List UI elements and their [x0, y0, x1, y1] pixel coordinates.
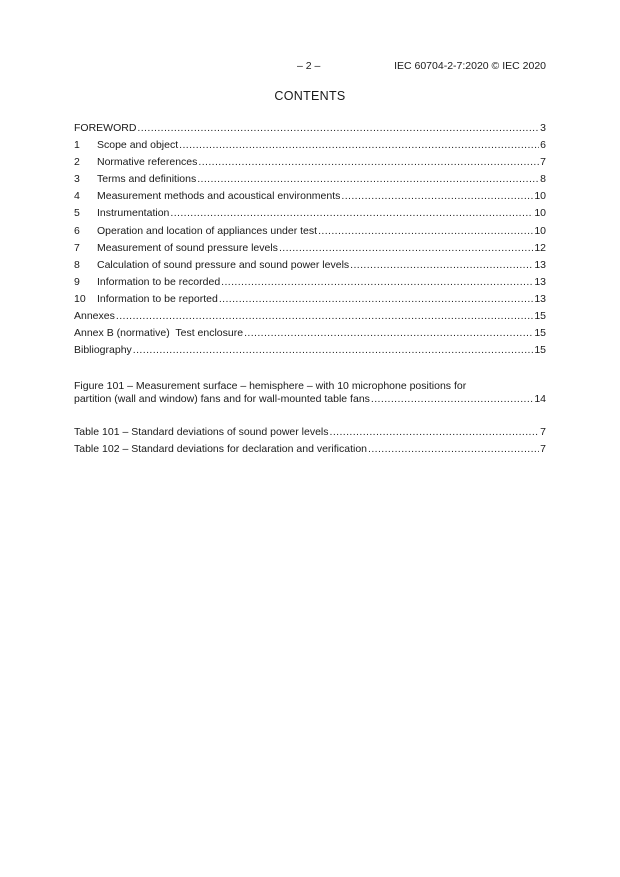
toc-entry-page: 15: [534, 344, 546, 357]
toc-entry-number: 3: [74, 173, 80, 186]
dot-leader: [116, 310, 533, 322]
table-entry-page: 7: [540, 426, 546, 438]
figure-entry-101[interactable]: [74, 393, 546, 410]
dot-leader: [179, 139, 539, 151]
toc-entry-number: 5: [74, 207, 80, 220]
table-entry-102[interactable]: [74, 443, 546, 460]
table-entry-page: 7: [540, 443, 546, 456]
toc-entry-info-reported[interactable]: [74, 293, 546, 310]
toc-entry-scope[interactable]: [74, 139, 546, 156]
toc-entry-number: 1: [74, 139, 80, 152]
dot-leader: [221, 276, 533, 288]
toc-entry-text: Normative references: [97, 156, 198, 169]
toc-entry-info-recorded[interactable]: [74, 276, 546, 293]
page-number: – 2 –: [297, 60, 321, 72]
dot-leader: [137, 122, 539, 134]
toc-entry-page: 10: [534, 190, 546, 203]
list-of-figures: [74, 380, 546, 410]
figure-entry-text: partition (wall and window) fans and for wall-mounted table fans: [74, 393, 370, 405]
toc-entry-text: Calculation of sound pressure and sound power levels: [97, 258, 350, 271]
toc-entry-sound-pressure[interactable]: [74, 242, 546, 259]
toc-entry-text: Measurement of sound pressure levels: [97, 241, 278, 254]
toc-entry-page: 6: [540, 139, 546, 152]
toc-entry-page: 13: [534, 258, 546, 271]
dot-leader: [368, 443, 539, 455]
document-id: IEC 60704-2-7:2020 © IEC 2020: [394, 60, 546, 72]
toc-entry-foreword[interactable]: [74, 122, 546, 139]
toc-entry-text: Operation and location of appliances under test: [97, 224, 318, 237]
toc-entry-page: 8: [540, 173, 546, 186]
dot-leader: [170, 207, 533, 219]
dot-leader: [330, 426, 540, 438]
table-entry-text: Table 101 – Standard deviations of sound power levels: [74, 426, 329, 438]
toc-entry-measurement-methods[interactable]: [74, 190, 546, 207]
toc-entry-number: 10: [74, 292, 86, 305]
toc-entry-bibliography[interactable]: [74, 344, 546, 361]
toc-entry-page: 12: [534, 241, 546, 254]
dot-leader: [244, 327, 533, 339]
dot-leader: [350, 259, 533, 271]
contents-title: CONTENTS: [274, 89, 346, 103]
list-of-tables: [74, 426, 546, 460]
toc-entry-text: Information to be recorded: [97, 275, 221, 288]
dot-leader: [198, 156, 539, 168]
toc-entry-instrumentation[interactable]: [74, 207, 546, 224]
toc-entry-number: 4: [74, 190, 80, 203]
toc-entry-terms[interactable]: [74, 173, 546, 190]
page-header: [0, 60, 620, 74]
toc-entry-page: 15: [534, 327, 546, 340]
dot-leader: [371, 393, 533, 405]
table-entry-101[interactable]: [74, 426, 546, 443]
toc-entry-text: Information to be reported: [97, 292, 218, 305]
dot-leader: [197, 173, 539, 185]
toc-entry-text: Annex B (normative) Test enclosure: [74, 327, 244, 340]
toc-entry-number: 7: [74, 241, 80, 254]
dot-leader: [341, 190, 533, 202]
toc-entry-text: Measurement methods and acoustical environments: [97, 190, 341, 203]
toc-entry-text: Scope and object: [97, 139, 179, 152]
toc-entry-number: 2: [74, 156, 80, 169]
toc-entry-operation[interactable]: [74, 225, 546, 242]
toc-entry-page: 3: [540, 122, 546, 134]
dot-leader: [219, 293, 533, 305]
toc-entry-number: 9: [74, 275, 80, 288]
toc-entry-page: 7: [540, 156, 546, 169]
toc-entry-page: 13: [534, 275, 546, 288]
toc-entry-calculation[interactable]: [74, 259, 546, 276]
toc-entry-annex-b[interactable]: [74, 327, 546, 344]
toc-entry-page: 10: [534, 224, 546, 237]
toc-entry-number: 8: [74, 258, 80, 271]
toc-entry-text: FOREWORD: [74, 122, 137, 134]
toc-entry-page: 15: [534, 310, 546, 323]
toc-entry-normative-references[interactable]: [74, 156, 546, 173]
dot-leader: [318, 225, 533, 237]
toc-entry-number: 6: [74, 224, 80, 237]
toc-entry-page: 13: [534, 292, 546, 305]
table-entry-text: Table 102 – Standard deviations for declaration and verification: [74, 443, 368, 456]
toc-list: [74, 122, 546, 361]
toc-entry-annexes[interactable]: [74, 310, 546, 327]
toc-entry-page: 10: [534, 207, 546, 220]
figure-entry-page: 14: [534, 393, 546, 405]
toc-entry-text: Annexes: [74, 310, 115, 323]
toc-entry-text: Bibliography: [74, 344, 132, 357]
dot-leader: [133, 344, 534, 356]
dot-leader: [279, 242, 533, 254]
toc-entry-text: Instrumentation: [97, 207, 170, 220]
toc-entry-text: Terms and definitions: [97, 173, 197, 186]
figure-entry-line1[interactable]: Figure 101 – Measurement surface – hemisphere – with 10 microphone positions for: [74, 380, 467, 392]
